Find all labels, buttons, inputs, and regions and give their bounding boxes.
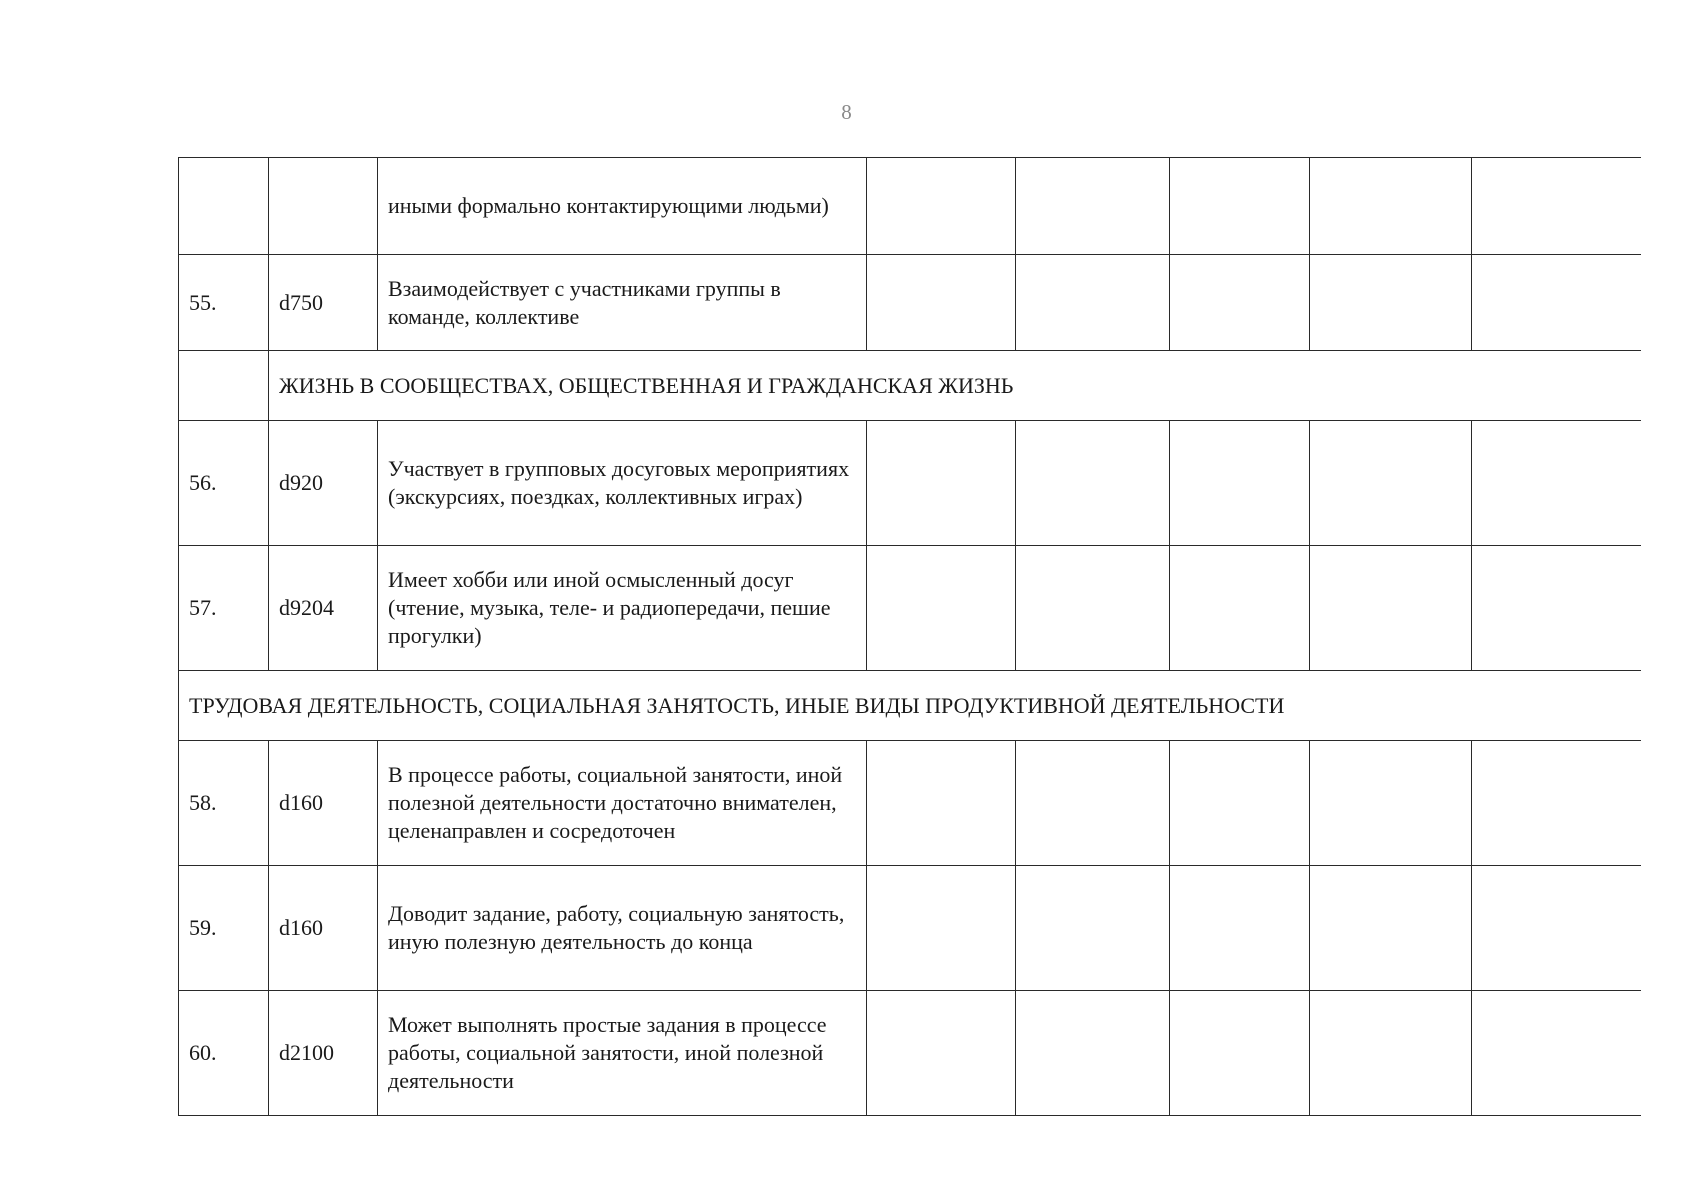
row-code: d160 (269, 866, 378, 991)
table-row (179, 546, 1641, 671)
row-number: 58. (179, 741, 269, 866)
score-cell (1310, 866, 1472, 991)
row-number (179, 158, 269, 255)
row-code: d9204 (269, 546, 378, 671)
score-cell (867, 255, 1016, 351)
table-row (179, 741, 1641, 866)
page-number: 8 (841, 100, 852, 124)
table-row (179, 158, 1641, 255)
score-cell (1472, 991, 1641, 1116)
row-code: d160 (269, 741, 378, 866)
score-cell (1310, 158, 1472, 255)
row-description: Доводит задание, работу, социальную занятость, иную полезную деятельность до конца (378, 866, 867, 991)
row-number: 60. (179, 991, 269, 1116)
section-title: ЖИЗНЬ В СООБЩЕСТВАХ, ОБЩЕСТВЕННАЯ И ГРАЖДАНСКАЯ ЖИЗНЬ (269, 351, 1641, 421)
score-cell (1170, 158, 1310, 255)
score-cell (1170, 991, 1310, 1116)
score-cell (867, 421, 1016, 546)
score-cell (1170, 741, 1310, 866)
row-description: Имеет хобби или иной осмысленный досуг (чтение, музыка, теле- и радиопередачи, пешие прогулки) (378, 546, 867, 671)
score-cell (1310, 741, 1472, 866)
score-cell (1016, 421, 1170, 546)
row-code: d2100 (269, 991, 378, 1116)
row-number: 56. (179, 421, 269, 546)
section-header-row (179, 671, 1641, 741)
score-cell (1170, 546, 1310, 671)
score-cell (1472, 255, 1641, 351)
row-code: d750 (269, 255, 378, 351)
score-cell (1472, 421, 1641, 546)
score-cell (1170, 866, 1310, 991)
score-cell (1016, 255, 1170, 351)
score-cell (1310, 421, 1472, 546)
table-row (179, 991, 1641, 1116)
row-description: В процессе работы, социальной занятости, иной полезной деятельности достаточно внимателен, целенаправлен и сосредоточен (378, 741, 867, 866)
score-cell (1310, 255, 1472, 351)
row-number (179, 351, 269, 421)
score-cell (867, 991, 1016, 1116)
score-cell (867, 158, 1016, 255)
score-cell (1016, 546, 1170, 671)
score-cell (1016, 158, 1170, 255)
score-cell (1472, 741, 1641, 866)
score-cell (867, 741, 1016, 866)
score-cell (1472, 866, 1641, 991)
score-cell (1310, 991, 1472, 1116)
row-code: d920 (269, 421, 378, 546)
row-number: 55. (179, 255, 269, 351)
row-description: Может выполнять простые задания в процессе работы, социальной занятости, иной полезной деятельности (378, 991, 867, 1116)
section-title: ТРУДОВАЯ ДЕЯТЕЛЬНОСТЬ, СОЦИАЛЬНАЯ ЗАНЯТОСТЬ, ИНЫЕ ВИДЫ ПРОДУКТИВНОЙ ДЕЯТЕЛЬНОСТИ (179, 671, 1641, 741)
score-cell (867, 546, 1016, 671)
score-cell (867, 866, 1016, 991)
score-cell (1016, 741, 1170, 866)
score-cell (1472, 158, 1641, 255)
table-row (179, 421, 1641, 546)
section-header-row (179, 351, 1641, 421)
score-cell (1016, 866, 1170, 991)
row-description: иными формально контактирующими людьми) (378, 158, 867, 255)
score-cell (1170, 421, 1310, 546)
table-row (179, 866, 1641, 991)
assessment-table (178, 157, 1641, 1116)
score-cell (1310, 546, 1472, 671)
row-number: 59. (179, 866, 269, 991)
score-cell (1472, 546, 1641, 671)
score-cell (1170, 255, 1310, 351)
row-code (269, 158, 378, 255)
row-description: Взаимодействует с участниками группы в команде, коллективе (378, 255, 867, 351)
row-number: 57. (179, 546, 269, 671)
table-row (179, 255, 1641, 351)
score-cell (1016, 991, 1170, 1116)
row-description: Участвует в групповых досуговых мероприятиях (экскурсиях, поездках, коллективных играх) (378, 421, 867, 546)
